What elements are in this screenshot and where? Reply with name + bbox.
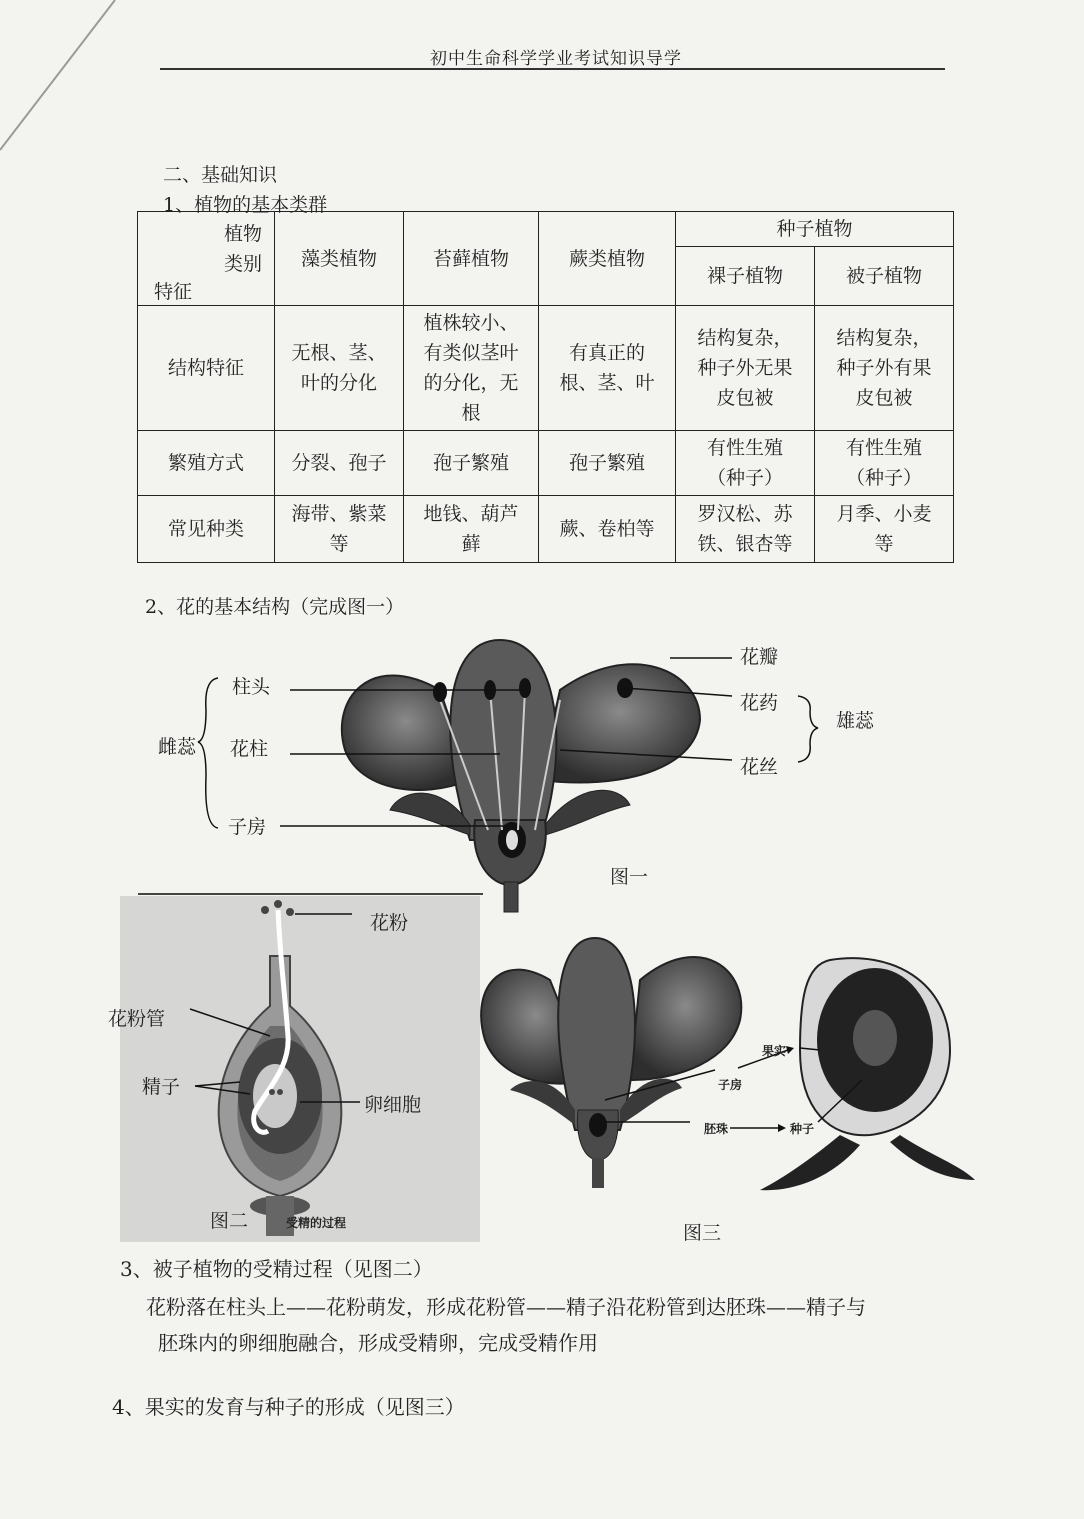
fig1-stamen-label: 雄蕊 [836, 710, 875, 732]
col-header: 苔藓植物 [404, 212, 539, 306]
item3-title: 3、被子植物的受精过程（见图二） [120, 1257, 433, 1281]
fig1-ovary-label: 子房 [228, 816, 267, 838]
corner-bottom-label: 特征 [154, 280, 193, 303]
col-header: 裸子植物 [676, 247, 815, 306]
table-cell: 结构复杂， 种子外无果 皮包被 [676, 306, 815, 431]
row-label: 常见种类 [138, 496, 275, 563]
header-title: 初中生命科学学业考试知识导学 [430, 49, 682, 69]
fig2-sperm-label: 精子 [142, 1076, 181, 1098]
table-cell: 蕨、卷柏等 [539, 496, 676, 563]
table-cell: 无根、茎、 叶的分化 [275, 306, 404, 431]
col-header: 蕨类植物 [539, 212, 676, 306]
row-label: 繁殖方式 [138, 431, 275, 496]
fig1-style-label: 花柱 [230, 738, 269, 760]
fig3-fruit-label: 果实 [762, 1044, 787, 1058]
fig3-ovule-label: 胚珠 [704, 1122, 729, 1136]
table-cell: 罗汉松、苏 铁、银杏等 [676, 496, 815, 563]
fig3-seed-label: 种子 [790, 1122, 815, 1136]
item4-title: 4、果实的发育与种子的形成（见图三） [112, 1395, 465, 1419]
header-rule [160, 68, 945, 70]
page-fold-line [0, 0, 120, 160]
seed-plants-header: 种子植物 [676, 212, 954, 247]
table-cell: 植株较小、 有类似茎叶 的分化，无 根 [404, 306, 539, 431]
table-cell: 有真正的 根、茎、叶 [539, 306, 676, 431]
table-cell: 月季、小麦 等 [815, 496, 954, 563]
fig2-pollen-label: 花粉 [370, 912, 409, 934]
table-corner-cell [138, 212, 275, 306]
fig1-petal-label: 花瓣 [740, 646, 779, 668]
row-label: 结构特征 [138, 306, 275, 431]
fig3-caption: 图三 [683, 1222, 722, 1244]
fig1-stigma-label: 柱头 [232, 676, 271, 698]
fig2-pollen-tube-label: 花粉管 [108, 1008, 166, 1030]
figure2-top-rule [138, 893, 483, 895]
fig1-anther-label: 花药 [740, 692, 779, 714]
fig1-filament-label: 花丝 [740, 756, 779, 778]
fig2-subcaption: 受精的过程 [286, 1216, 347, 1230]
fig2-egg-label: 卵细胞 [364, 1094, 422, 1116]
table-cell: 有性生殖 （种子） [815, 431, 954, 496]
plant-group-table [137, 211, 954, 563]
item3-line1: 花粉落在柱头上——花粉萌发，形成花粉管——精子沿花粉管到达胚珠——精子与 [146, 1295, 866, 1319]
table-cell: 分裂、孢子 [275, 431, 404, 496]
col-header: 被子植物 [815, 247, 954, 306]
col-header: 藻类植物 [275, 212, 404, 306]
figure2-fertilization-diagram [120, 896, 480, 1242]
fig2-caption: 图二 [210, 1210, 249, 1232]
fig3-ovary-label: 子房 [718, 1078, 743, 1092]
item1-title: 1、植物的基本类群 [163, 194, 328, 216]
item3-line2: 胚珠内的卵细胞融合，形成受精卵，完成受精作用 [158, 1331, 598, 1355]
section-title: 二、基础知识 [163, 164, 278, 186]
fig1-caption: 图一 [610, 866, 649, 888]
table-cell: 孢子繁殖 [404, 431, 539, 496]
table-cell: 结构复杂， 种子外有果 皮包被 [815, 306, 954, 431]
table-cell: 海带、紫菜 等 [275, 496, 404, 563]
table-cell: 孢子繁殖 [539, 431, 676, 496]
corner-top-label: 植物 [223, 222, 262, 245]
corner-mid-label: 类别 [223, 252, 262, 275]
table-cell: 地钱、葫芦 藓 [404, 496, 539, 563]
item2-title: 2、花的基本结构（完成图一） [145, 596, 405, 618]
fig1-pistil-label: 雌蕊 [158, 736, 197, 758]
table-cell: 有性生殖 （种子） [676, 431, 815, 496]
